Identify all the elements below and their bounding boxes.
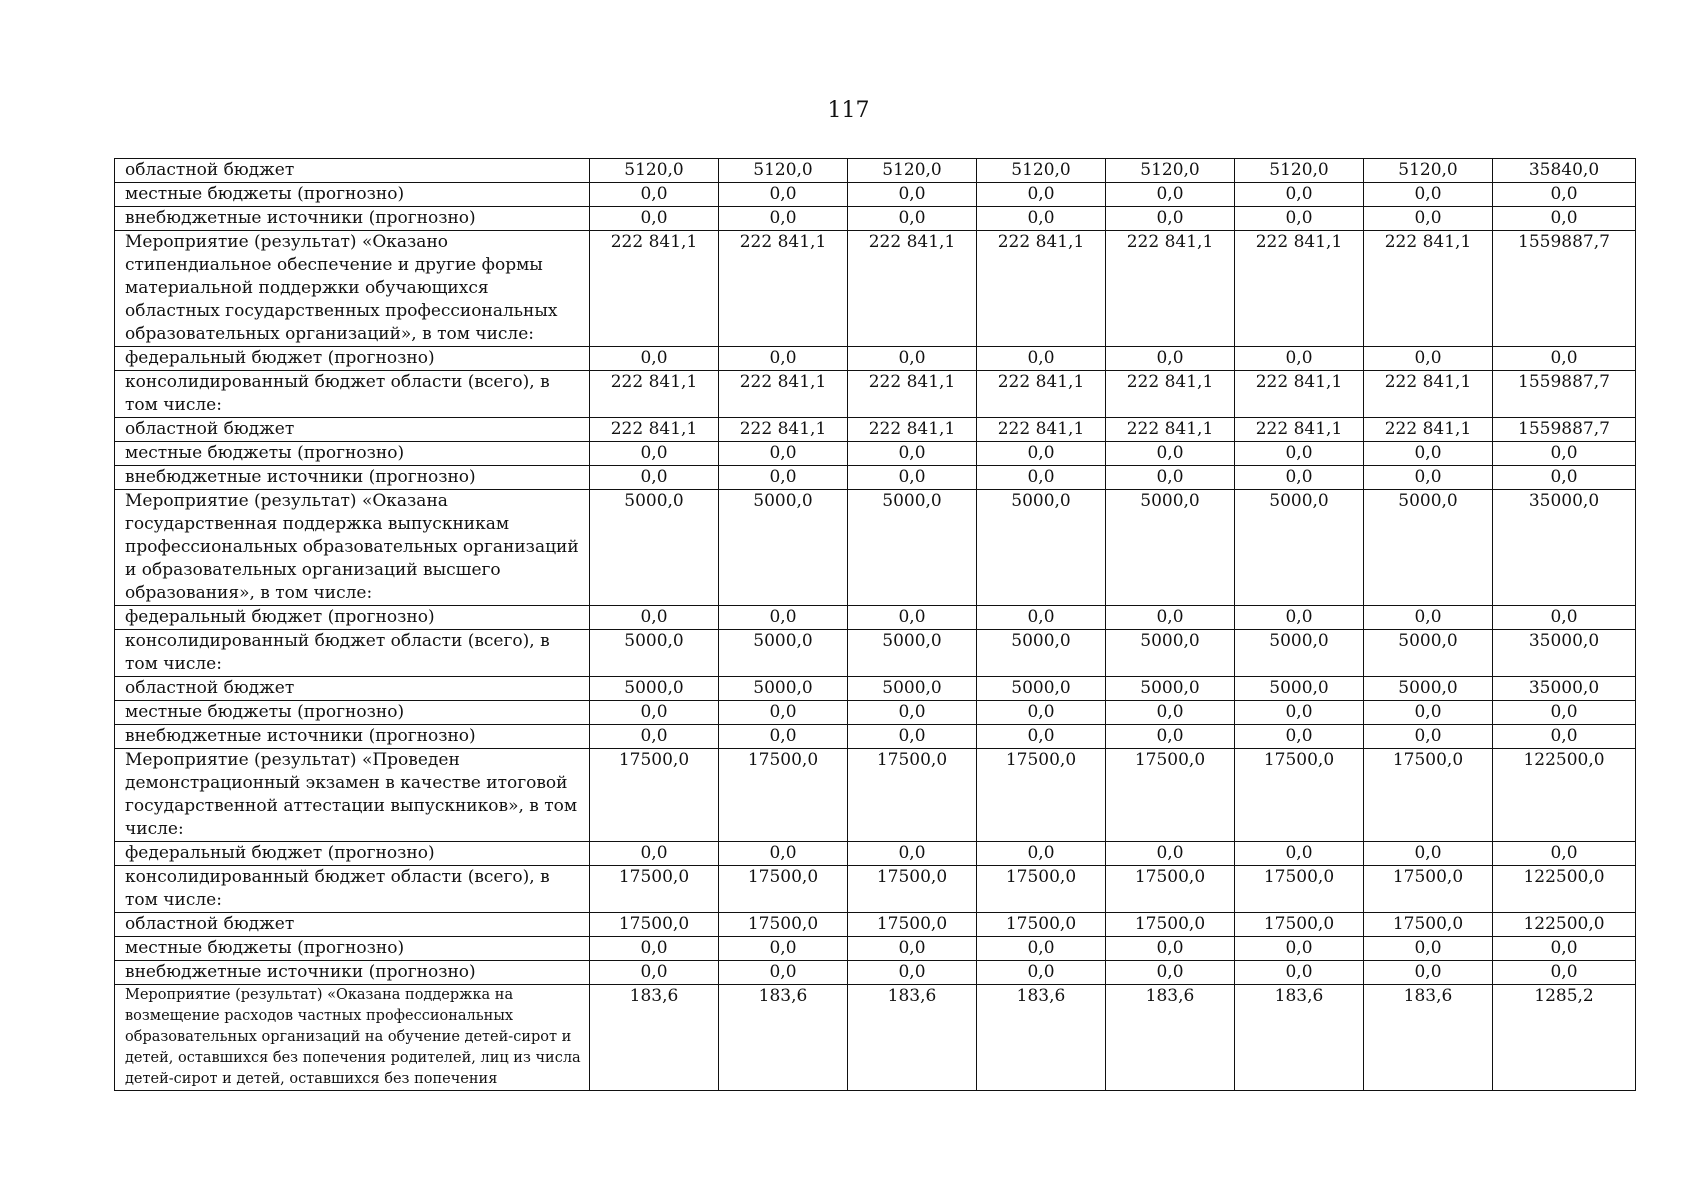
row-value-cell: 222 841,1 <box>1364 231 1493 347</box>
row-label: Мероприятие (результат) «Оказана поддержка на возмещение расходов частных профессиональных образовательных организаций на обучение детей-сирот и детей, оставшихся без попечения родителей, лиц из числа детей-сирот и детей, оставшихся без попечения <box>115 985 590 1091</box>
row-total-cell: 0,0 <box>1493 207 1636 231</box>
table-row <box>115 606 1636 630</box>
row-value-cell: 0,0 <box>1106 183 1235 207</box>
row-value-cell: 17500,0 <box>848 749 977 842</box>
row-value-cell: 17500,0 <box>1364 866 1493 913</box>
table-row <box>115 207 1636 231</box>
row-value-cell: 17500,0 <box>1364 749 1493 842</box>
row-value-cell: 0,0 <box>1364 842 1493 866</box>
row-value-cell: 0,0 <box>848 961 977 985</box>
row-value-cell: 222 841,1 <box>1106 371 1235 418</box>
row-value-cell: 5120,0 <box>590 159 719 183</box>
table-row <box>115 866 1636 913</box>
row-value-cell: 5000,0 <box>1364 490 1493 606</box>
row-total-cell: 1559887,7 <box>1493 231 1636 347</box>
table-row <box>115 842 1636 866</box>
row-value-cell: 222 841,1 <box>1106 418 1235 442</box>
row-value-cell: 0,0 <box>1364 183 1493 207</box>
row-label: консолидированный бюджет области (всего), в том числе: <box>115 371 590 418</box>
row-value-cell: 0,0 <box>590 347 719 371</box>
page-number: 117 <box>827 98 870 123</box>
row-value-cell: 17500,0 <box>848 866 977 913</box>
row-label: Мероприятие (результат) «Оказано стипендиальное обеспечение и другие формы материальной поддержки обучающихся областных государственных профессиональных образовательных организаций», в том числе: <box>115 231 590 347</box>
row-value-cell: 0,0 <box>719 937 848 961</box>
row-value-cell: 183,6 <box>719 985 848 1091</box>
row-value-cell: 0,0 <box>1235 183 1364 207</box>
row-label: федеральный бюджет (прогнозно) <box>115 842 590 866</box>
row-label: федеральный бюджет (прогнозно) <box>115 347 590 371</box>
row-value-cell: 0,0 <box>848 725 977 749</box>
row-value-cell: 5000,0 <box>1106 630 1235 677</box>
row-value-cell: 0,0 <box>1235 606 1364 630</box>
row-value-cell: 0,0 <box>848 466 977 490</box>
row-total-cell: 35000,0 <box>1493 490 1636 606</box>
row-label: областной бюджет <box>115 913 590 937</box>
row-value-cell: 0,0 <box>1106 606 1235 630</box>
row-value-cell: 0,0 <box>719 606 848 630</box>
row-value-cell: 17500,0 <box>1235 913 1364 937</box>
row-value-cell: 0,0 <box>590 937 719 961</box>
row-value-cell: 0,0 <box>1106 466 1235 490</box>
row-value-cell: 222 841,1 <box>1364 371 1493 418</box>
row-value-cell: 0,0 <box>590 606 719 630</box>
row-value-cell: 17500,0 <box>977 913 1106 937</box>
row-value-cell: 222 841,1 <box>848 371 977 418</box>
table-row <box>115 183 1636 207</box>
row-value-cell: 0,0 <box>848 701 977 725</box>
row-value-cell: 5000,0 <box>1364 677 1493 701</box>
row-value-cell: 5000,0 <box>719 630 848 677</box>
row-value-cell: 0,0 <box>590 842 719 866</box>
row-value-cell: 183,6 <box>848 985 977 1091</box>
table-row <box>115 159 1636 183</box>
table-row <box>115 749 1636 842</box>
row-value-cell: 0,0 <box>848 207 977 231</box>
row-value-cell: 5000,0 <box>848 630 977 677</box>
table-row <box>115 442 1636 466</box>
row-value-cell: 5000,0 <box>1235 630 1364 677</box>
row-total-cell: 0,0 <box>1493 183 1636 207</box>
row-value-cell: 0,0 <box>848 347 977 371</box>
row-value-cell: 0,0 <box>719 725 848 749</box>
row-value-cell: 222 841,1 <box>590 231 719 347</box>
row-value-cell: 0,0 <box>977 442 1106 466</box>
table-row <box>115 231 1636 347</box>
row-value-cell: 17500,0 <box>1106 749 1235 842</box>
row-value-cell: 17500,0 <box>719 866 848 913</box>
row-value-cell: 0,0 <box>719 442 848 466</box>
row-value-cell: 5000,0 <box>590 630 719 677</box>
row-total-cell: 0,0 <box>1493 937 1636 961</box>
row-value-cell: 5120,0 <box>1106 159 1235 183</box>
row-value-cell: 222 841,1 <box>719 231 848 347</box>
row-value-cell: 17500,0 <box>590 749 719 842</box>
row-value-cell: 5000,0 <box>590 677 719 701</box>
row-value-cell: 0,0 <box>1235 961 1364 985</box>
row-value-cell: 17500,0 <box>719 913 848 937</box>
row-value-cell: 5120,0 <box>977 159 1106 183</box>
row-label: областной бюджет <box>115 159 590 183</box>
row-value-cell: 0,0 <box>977 347 1106 371</box>
row-value-cell: 222 841,1 <box>1106 231 1235 347</box>
table-row <box>115 725 1636 749</box>
row-label: внебюджетные источники (прогнозно) <box>115 207 590 231</box>
row-value-cell: 5000,0 <box>848 490 977 606</box>
row-value-cell: 0,0 <box>590 725 719 749</box>
row-total-cell: 1559887,7 <box>1493 418 1636 442</box>
row-value-cell: 0,0 <box>977 207 1106 231</box>
row-value-cell: 0,0 <box>1364 442 1493 466</box>
row-value-cell: 0,0 <box>719 347 848 371</box>
row-total-cell: 35000,0 <box>1493 677 1636 701</box>
row-label: местные бюджеты (прогнозно) <box>115 442 590 466</box>
row-value-cell: 0,0 <box>1106 701 1235 725</box>
row-value-cell: 17500,0 <box>719 749 848 842</box>
row-label: консолидированный бюджет области (всего), в том числе: <box>115 630 590 677</box>
row-total-cell: 35840,0 <box>1493 159 1636 183</box>
table-row <box>115 677 1636 701</box>
row-total-cell: 122500,0 <box>1493 913 1636 937</box>
row-value-cell: 5000,0 <box>1235 677 1364 701</box>
row-value-cell: 0,0 <box>590 961 719 985</box>
row-total-cell: 0,0 <box>1493 842 1636 866</box>
row-value-cell: 0,0 <box>1364 207 1493 231</box>
row-total-cell: 1559887,7 <box>1493 371 1636 418</box>
row-value-cell: 0,0 <box>590 183 719 207</box>
row-value-cell: 0,0 <box>1235 207 1364 231</box>
row-value-cell: 222 841,1 <box>1235 371 1364 418</box>
row-total-cell: 1285,2 <box>1493 985 1636 1091</box>
table-row <box>115 347 1636 371</box>
row-value-cell: 222 841,1 <box>719 371 848 418</box>
row-label: федеральный бюджет (прогнозно) <box>115 606 590 630</box>
row-value-cell: 222 841,1 <box>977 231 1106 347</box>
table-row <box>115 630 1636 677</box>
row-value-cell: 0,0 <box>590 701 719 725</box>
row-value-cell: 0,0 <box>1106 207 1235 231</box>
budget-table <box>114 158 1636 1091</box>
row-value-cell: 0,0 <box>1364 937 1493 961</box>
row-value-cell: 0,0 <box>1235 701 1364 725</box>
row-value-cell: 0,0 <box>1106 842 1235 866</box>
row-value-cell: 5000,0 <box>1106 677 1235 701</box>
row-value-cell: 0,0 <box>848 937 977 961</box>
row-value-cell: 222 841,1 <box>1235 418 1364 442</box>
row-value-cell: 0,0 <box>977 842 1106 866</box>
row-value-cell: 0,0 <box>977 183 1106 207</box>
row-value-cell: 0,0 <box>977 606 1106 630</box>
row-value-cell: 5000,0 <box>719 490 848 606</box>
row-value-cell: 17500,0 <box>1235 866 1364 913</box>
row-value-cell: 5000,0 <box>590 490 719 606</box>
row-value-cell: 0,0 <box>590 466 719 490</box>
row-value-cell: 183,6 <box>590 985 719 1091</box>
row-value-cell: 222 841,1 <box>977 418 1106 442</box>
row-value-cell: 17500,0 <box>1106 866 1235 913</box>
row-value-cell: 5000,0 <box>1106 490 1235 606</box>
table-row <box>115 937 1636 961</box>
row-value-cell: 0,0 <box>977 961 1106 985</box>
row-total-cell: 122500,0 <box>1493 749 1636 842</box>
row-value-cell: 222 841,1 <box>1364 418 1493 442</box>
row-value-cell: 222 841,1 <box>1235 231 1364 347</box>
row-value-cell: 17500,0 <box>1235 749 1364 842</box>
row-value-cell: 17500,0 <box>977 749 1106 842</box>
table-row <box>115 466 1636 490</box>
row-label: местные бюджеты (прогнозно) <box>115 701 590 725</box>
row-value-cell: 5120,0 <box>1235 159 1364 183</box>
row-total-cell: 0,0 <box>1493 606 1636 630</box>
row-total-cell: 0,0 <box>1493 701 1636 725</box>
row-value-cell: 222 841,1 <box>590 418 719 442</box>
row-value-cell: 0,0 <box>719 183 848 207</box>
row-value-cell: 5120,0 <box>1364 159 1493 183</box>
row-value-cell: 0,0 <box>719 842 848 866</box>
row-label: Мероприятие (результат) «Оказана государственная поддержка выпускникам профессиональных образовательных организаций и образовательных организаций высшего образования», в том числе: <box>115 490 590 606</box>
row-value-cell: 5000,0 <box>1364 630 1493 677</box>
row-value-cell: 0,0 <box>1106 347 1235 371</box>
row-total-cell: 0,0 <box>1493 466 1636 490</box>
table-row <box>115 418 1636 442</box>
row-value-cell: 5000,0 <box>977 490 1106 606</box>
row-value-cell: 0,0 <box>1106 961 1235 985</box>
row-value-cell: 222 841,1 <box>590 371 719 418</box>
row-value-cell: 5120,0 <box>719 159 848 183</box>
row-value-cell: 222 841,1 <box>848 418 977 442</box>
row-value-cell: 17500,0 <box>1106 913 1235 937</box>
row-value-cell: 0,0 <box>977 701 1106 725</box>
row-value-cell: 0,0 <box>719 466 848 490</box>
row-value-cell: 183,6 <box>1106 985 1235 1091</box>
row-value-cell: 183,6 <box>1235 985 1364 1091</box>
row-value-cell: 0,0 <box>1106 937 1235 961</box>
row-value-cell: 17500,0 <box>590 913 719 937</box>
row-value-cell: 0,0 <box>1235 466 1364 490</box>
row-value-cell: 0,0 <box>1364 466 1493 490</box>
row-label: местные бюджеты (прогнозно) <box>115 937 590 961</box>
row-value-cell: 0,0 <box>1364 701 1493 725</box>
row-value-cell: 183,6 <box>977 985 1106 1091</box>
row-value-cell: 0,0 <box>1235 937 1364 961</box>
table-row <box>115 985 1636 1091</box>
row-value-cell: 0,0 <box>719 207 848 231</box>
table-row <box>115 490 1636 606</box>
row-total-cell: 35000,0 <box>1493 630 1636 677</box>
row-value-cell: 0,0 <box>1364 725 1493 749</box>
row-value-cell: 0,0 <box>977 725 1106 749</box>
row-total-cell: 122500,0 <box>1493 866 1636 913</box>
row-label: местные бюджеты (прогнозно) <box>115 183 590 207</box>
budget-table-body <box>115 159 1636 1091</box>
row-label: внебюджетные источники (прогнозно) <box>115 466 590 490</box>
row-value-cell: 17500,0 <box>590 866 719 913</box>
row-value-cell: 17500,0 <box>1364 913 1493 937</box>
row-value-cell: 0,0 <box>1235 347 1364 371</box>
row-value-cell: 222 841,1 <box>848 231 977 347</box>
row-label: внебюджетные источники (прогнозно) <box>115 961 590 985</box>
table-row <box>115 913 1636 937</box>
row-value-cell: 5000,0 <box>977 630 1106 677</box>
row-total-cell: 0,0 <box>1493 725 1636 749</box>
table-row <box>115 371 1636 418</box>
row-value-cell: 5000,0 <box>977 677 1106 701</box>
row-value-cell: 5000,0 <box>848 677 977 701</box>
row-value-cell: 0,0 <box>590 442 719 466</box>
row-value-cell: 0,0 <box>1364 606 1493 630</box>
row-value-cell: 0,0 <box>719 961 848 985</box>
row-total-cell: 0,0 <box>1493 442 1636 466</box>
row-value-cell: 0,0 <box>848 606 977 630</box>
row-value-cell: 0,0 <box>977 466 1106 490</box>
row-value-cell: 17500,0 <box>977 866 1106 913</box>
row-value-cell: 0,0 <box>1235 842 1364 866</box>
row-value-cell: 0,0 <box>848 442 977 466</box>
row-value-cell: 0,0 <box>1106 442 1235 466</box>
row-value-cell: 5000,0 <box>719 677 848 701</box>
row-value-cell: 0,0 <box>848 842 977 866</box>
table-row <box>115 961 1636 985</box>
row-value-cell: 5120,0 <box>848 159 977 183</box>
row-total-cell: 0,0 <box>1493 961 1636 985</box>
row-value-cell: 0,0 <box>848 183 977 207</box>
row-value-cell: 222 841,1 <box>719 418 848 442</box>
row-value-cell: 0,0 <box>1364 347 1493 371</box>
row-value-cell: 0,0 <box>1106 725 1235 749</box>
row-value-cell: 183,6 <box>1364 985 1493 1091</box>
row-label: внебюджетные источники (прогнозно) <box>115 725 590 749</box>
row-value-cell: 0,0 <box>1235 725 1364 749</box>
row-value-cell: 0,0 <box>1364 961 1493 985</box>
row-label: областной бюджет <box>115 677 590 701</box>
row-value-cell: 0,0 <box>977 937 1106 961</box>
row-value-cell: 17500,0 <box>848 913 977 937</box>
row-label: консолидированный бюджет области (всего), в том числе: <box>115 866 590 913</box>
row-value-cell: 0,0 <box>719 701 848 725</box>
row-value-cell: 0,0 <box>590 207 719 231</box>
row-value-cell: 0,0 <box>1235 442 1364 466</box>
row-value-cell: 5000,0 <box>1235 490 1364 606</box>
row-value-cell: 222 841,1 <box>977 371 1106 418</box>
row-total-cell: 0,0 <box>1493 347 1636 371</box>
table-row <box>115 701 1636 725</box>
row-label: областной бюджет <box>115 418 590 442</box>
row-label: Мероприятие (результат) «Проведен демонстрационный экзамен в качестве итоговой государственной аттестации выпускников», в том числе: <box>115 749 590 842</box>
